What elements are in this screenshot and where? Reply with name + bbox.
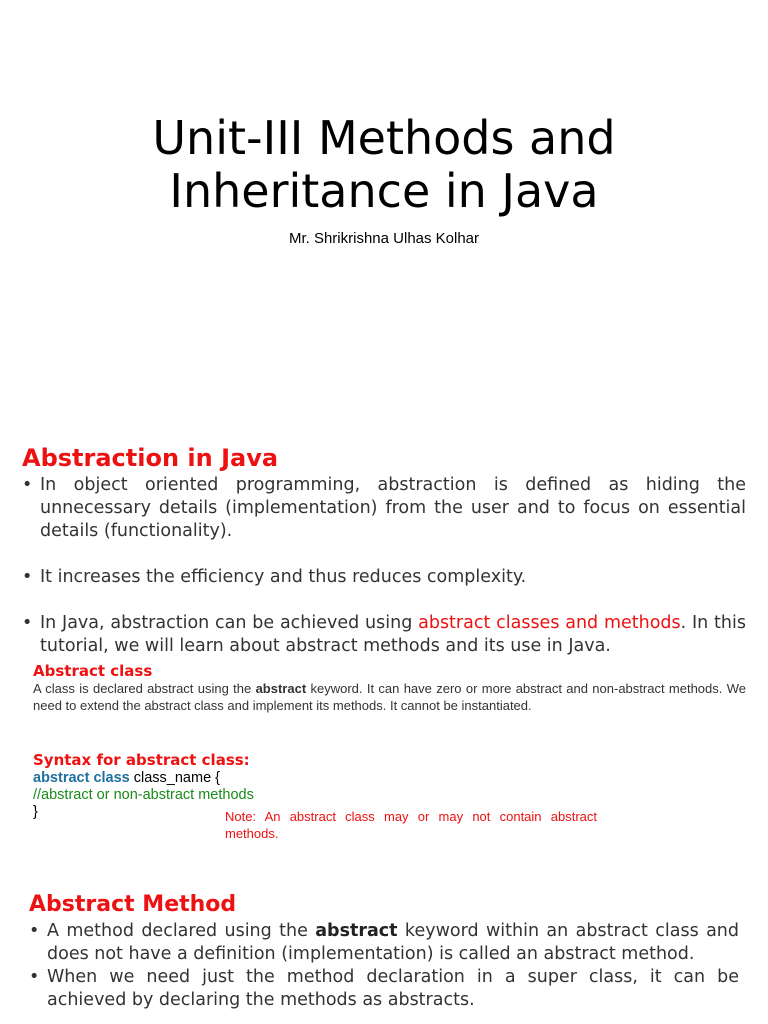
abstract-class-heading: Abstract class — [33, 662, 153, 680]
abstract-class-box — [33, 662, 746, 714]
bullet-efficiency — [22, 566, 746, 589]
abstract-method-heading: Abstract Method — [29, 892, 237, 917]
method-bullet-pre: A method declared using the — [47, 921, 316, 941]
title-slide — [0, 0, 768, 420]
bullet-icon: • — [22, 475, 33, 495]
method-bullet-post: keyword within an abstract class and does not have a definition (implementation) is called an abstract method. — [47, 921, 739, 964]
method-bullet-definition — [29, 920, 739, 966]
method-abstract-keyword: abstract — [315, 921, 398, 941]
slide-author: Mr. Shrikrishna Ulhas Kolhar — [288, 230, 480, 247]
code-block — [33, 770, 254, 821]
bullet-icon: • — [29, 921, 40, 941]
code-comment: //abstract or non-abstract methods — [33, 787, 254, 803]
bullet-icon: • — [22, 613, 33, 633]
code-keyword: abstract class — [33, 770, 130, 786]
bullet-text-pre: In Java, abstraction can be achieved using — [40, 613, 419, 633]
method-bullet-text: When we need just the method declaration in a super class, it can be achieved by declaring the methods as abstracts. — [47, 967, 739, 1010]
abstract-class-pre: A class is declared abstract using the — [33, 681, 256, 696]
code-close: } — [33, 804, 38, 820]
bullet-how — [22, 612, 746, 658]
abstract-classes-link[interactable]: abstract classes and methods — [418, 613, 681, 633]
code-line1 — [33, 770, 254, 787]
abstraction-heading: Abstraction in Java — [22, 444, 279, 472]
bullet-text: It increases the efficiency and thus reduces complexity. — [40, 567, 527, 587]
method-bullet-usage — [29, 966, 739, 1012]
syntax-heading: Syntax for abstract class: — [33, 751, 250, 769]
bullet-icon: • — [22, 567, 33, 587]
code-class-name: class_name { — [129, 770, 221, 786]
slide-title — [0, 112, 768, 218]
abstract-class-post: keyword. It can have zero or more abstract and non-abstract methods. We need to extend the abstract class and implement its methods. It cannot be instantiated. — [33, 681, 746, 713]
abstract-note: Note: An abstract class may or may not contain abstract methods. — [225, 809, 597, 841]
abstraction-bullets — [22, 474, 746, 658]
bullet-definition — [22, 474, 746, 543]
abstract-class-text — [33, 680, 746, 714]
bullet-icon: • — [29, 967, 40, 987]
abstract-method-bullets — [29, 920, 739, 1012]
slide-title-line1: Unit-III Methods and — [152, 111, 616, 165]
bullet-text: In object oriented programming, abstraction is defined as hiding the unnecessary details (implementation) from the user and to focus on essential details (functionality). — [40, 475, 746, 541]
content-slide — [0, 420, 768, 1024]
slide-title-line2: Inheritance in Java — [169, 164, 599, 218]
abstract-keyword: abstract — [255, 681, 307, 696]
bullet-text-post: . In this tutorial, we will learn about abstract methods and its use in Java. — [40, 613, 746, 656]
